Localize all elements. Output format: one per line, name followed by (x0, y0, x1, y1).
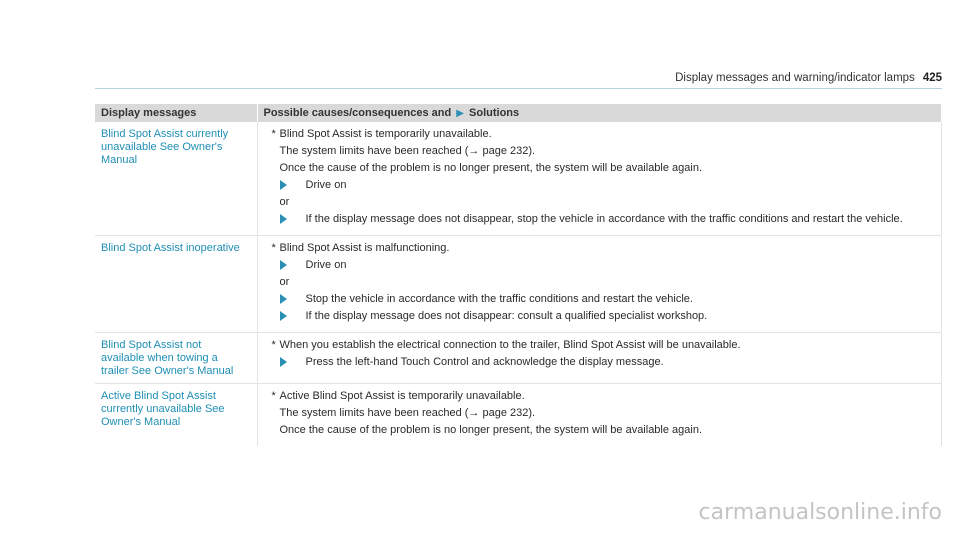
action-step: Drive on (272, 259, 936, 272)
asterisk-icon: * (271, 390, 276, 402)
section-title: Display messages and warning/indicator lamps (675, 72, 915, 84)
page-header (95, 72, 942, 89)
solution-cell (257, 236, 942, 333)
display-message: Blind Spot Assist currently unavailable See Owner's Manual (95, 122, 257, 236)
watermark: carmanualsonline.info (698, 500, 942, 525)
asterisk-icon: * (271, 339, 276, 351)
action-arrow-icon (280, 294, 287, 304)
solution-cell (257, 122, 942, 236)
table-header-row (95, 104, 942, 122)
col-header-display-messages: Display messages (95, 104, 257, 122)
table-row (95, 384, 942, 447)
info-line: Once the cause of the problem is no longer present, the system will be available again. (279, 424, 703, 436)
info-line: The system limits have been reached (→ page 232). (279, 145, 536, 157)
info-line: Once the cause of the problem is no longer present, the system will be available again. (279, 162, 703, 174)
table-row (95, 236, 942, 333)
header-text (675, 72, 942, 84)
action-step: If the display message does not disappear: consult a qualified specialist workshop. (272, 310, 936, 323)
display-messages-table (95, 104, 942, 446)
cause-text: * Active Blind Spot Assist is temporarily unavailable. (271, 390, 525, 402)
action-step: Press the left-hand Touch Control and acknowledge the display message. (272, 356, 936, 369)
cause-text: * When you establish the electrical connection to the trailer, Blind Spot Assist will be unavailable. (271, 339, 741, 351)
action-step: Drive on (272, 179, 936, 192)
or-text: or (279, 276, 290, 288)
action-arrow-icon (280, 357, 287, 367)
asterisk-icon: * (271, 128, 276, 140)
info-line: The system limits have been reached (→ page 232). (279, 407, 536, 419)
action-arrow-icon (280, 311, 287, 321)
action-step: Stop the vehicle in accordance with the traffic conditions and restart the vehicle. (272, 293, 936, 306)
cause-text: * Blind Spot Assist is temporarily unavailable. (271, 128, 492, 140)
table-row (95, 122, 942, 236)
action-arrow-icon (280, 214, 287, 224)
action-arrow-icon (280, 180, 287, 190)
action-step: If the display message does not disappear, stop the vehicle in accordance with the traffic conditions and restart the vehicle. (272, 213, 936, 226)
solution-cell (257, 384, 942, 447)
asterisk-icon: * (271, 242, 276, 254)
cause-text: * Blind Spot Assist is malfunctioning. (271, 242, 450, 254)
display-message: Blind Spot Assist inoperative (95, 236, 257, 333)
display-message: Active Blind Spot Assist currently unavailable See Owner's Manual (101, 390, 225, 428)
col-header-causes-solutions (257, 104, 942, 122)
play-arrow-icon: ▶ (456, 108, 464, 119)
col-header-causes: Possible causes/consequences and (263, 107, 452, 119)
col-header-solutions: Solutions (469, 107, 520, 119)
page-number: 425 (922, 72, 942, 84)
action-arrow-icon (280, 260, 287, 270)
solution-cell (257, 333, 942, 384)
display-message: Blind Spot Assist not available when towing a trailer See Owner's Manual (95, 333, 257, 384)
table-row (95, 333, 942, 384)
or-text: or (279, 196, 290, 208)
